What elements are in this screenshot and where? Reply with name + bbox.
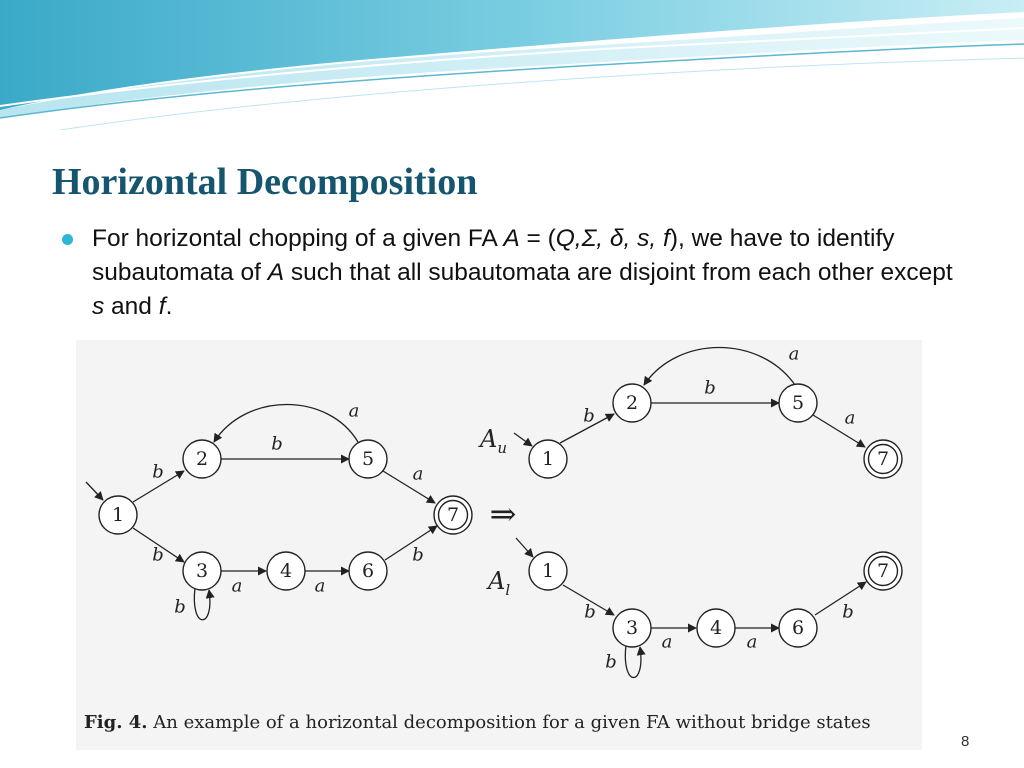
automaton-diagram — [76, 340, 922, 750]
state-label-l6: 6 — [791, 617, 805, 639]
state-label-4: 4 — [279, 560, 293, 582]
edge-label-u5-u2: a — [788, 343, 800, 365]
edge-label-2-5: b — [271, 433, 283, 455]
state-label-5: 5 — [361, 448, 375, 470]
edge-label-4-6: a — [314, 575, 326, 597]
edge-u5-u7 — [813, 415, 865, 447]
state-label-u5: 5 — [791, 392, 805, 414]
edge-start-l1 — [516, 538, 533, 557]
state-label-u7: 7 — [876, 448, 890, 470]
state-label-l4: 4 — [709, 617, 723, 639]
edge-label-l6-l7: b — [842, 601, 854, 623]
state-label-l1: 1 — [541, 560, 555, 582]
edge-label-l3-loop: b — [605, 651, 617, 673]
edge-l3-loop — [625, 645, 641, 678]
edge-label-1-3: b — [152, 544, 164, 566]
bullet-text: For horizontal chopping of a given FA A = (Q,Σ, δ, s, f), we have to identify subautomata of A such that all subautomata are disjoint from each other except s and f. — [92, 225, 953, 320]
state-label-2: 2 — [195, 448, 209, 470]
edge-3-loop — [194, 588, 210, 620]
edge-u5-u2 — [644, 348, 795, 386]
edge-label-l3-l4: a — [661, 631, 673, 653]
slide-title: Horizontal Decomposition — [52, 161, 478, 203]
edge-label-l4-l6: a — [746, 631, 758, 653]
edge-label-u5-u7: a — [844, 407, 856, 429]
decorative-wave-banner — [0, 0, 1024, 130]
edge-start-1 — [86, 482, 103, 500]
edge-l6-l7 — [815, 582, 866, 615]
lower-sub-automaton-label: $A_l$ — [488, 567, 511, 599]
edge-label-l1-l3: b — [584, 601, 596, 623]
bullet-dot-icon — [62, 234, 73, 245]
edge-5-7 — [383, 471, 435, 503]
state-label-7: 7 — [446, 504, 460, 526]
bullet-point — [62, 222, 962, 324]
state-label-u1: 1 — [541, 448, 555, 470]
edge-label-1-2: b — [152, 461, 164, 483]
edge-label-5-7: a — [412, 463, 424, 485]
edge-label-3-loop: b — [174, 596, 186, 618]
edge-label-6-7: b — [412, 544, 424, 566]
edge-6-7 — [385, 526, 437, 560]
state-label-l3: 3 — [625, 617, 639, 639]
page-number: 8 — [961, 733, 970, 750]
implies-arrow-icon: ⇒ — [489, 495, 517, 533]
edge-5-2 — [214, 405, 358, 443]
edge-label-u1-u2: b — [583, 405, 595, 427]
edge-label-5-2: a — [348, 400, 360, 422]
automaton-figure — [76, 340, 922, 750]
edge-start-u1 — [514, 433, 532, 446]
state-label-6: 6 — [361, 560, 375, 582]
state-label-l7: 7 — [876, 560, 890, 582]
upper-sub-automaton-label: $A_u$ — [480, 425, 508, 457]
figure-caption: Fig. 4. An example of a horizontal decomposition for a given FA without bridge states — [84, 712, 871, 733]
edge-label-u2-u5: b — [704, 377, 716, 399]
edge-label-3-4: a — [231, 575, 243, 597]
state-label-u2: 2 — [625, 392, 639, 414]
state-label-3: 3 — [195, 560, 209, 582]
state-label-1: 1 — [111, 504, 125, 526]
